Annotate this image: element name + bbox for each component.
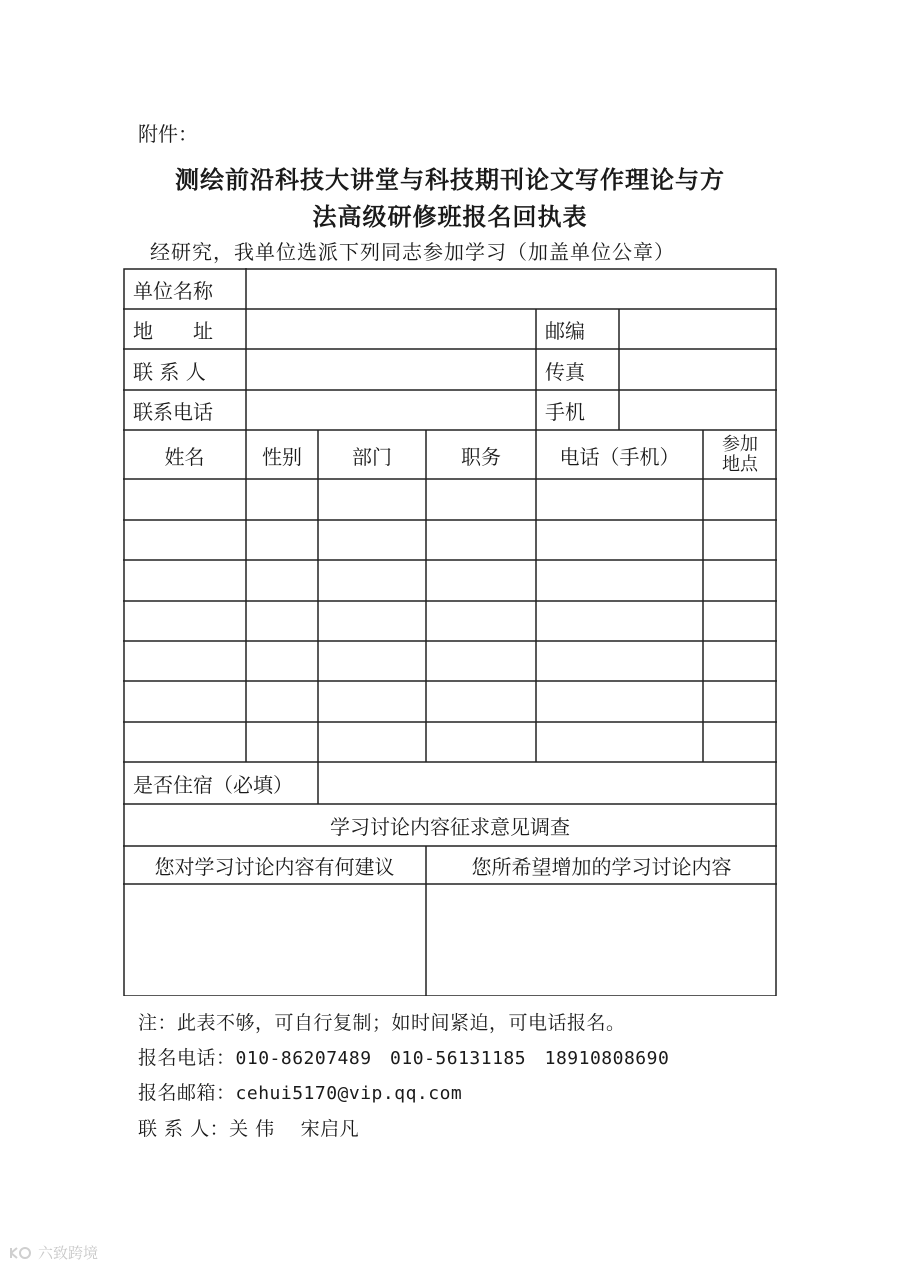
watermark-text: 六致跨境 [38, 1244, 99, 1262]
watermark [8, 1242, 98, 1263]
unit-name-field[interactable] [247, 270, 775, 308]
postcode-field[interactable] [620, 310, 775, 348]
additions-field[interactable] [427, 885, 775, 994]
registration-phone-prefix: 报名电话： [138, 1047, 236, 1069]
header-attend-location [703, 431, 777, 479]
header-name: 姓名 [164, 444, 205, 469]
table-row[interactable] [123, 682, 777, 722]
mobile-label: 手机 [545, 400, 585, 424]
table-row[interactable] [123, 561, 777, 601]
contact-phone-field[interactable] [247, 391, 535, 429]
address-field[interactable] [247, 310, 535, 348]
lodging-label: 是否住宿（必填） [133, 773, 293, 797]
fax-label: 传真 [545, 359, 585, 384]
table-row[interactable] [123, 521, 777, 560]
registration-phone-numbers: 010-86207489 010-56131185 18910808690 [235, 1048, 670, 1069]
registration-email-address: cehui5170@vip.qq.com [235, 1083, 463, 1104]
additions-label: 您所希望增加的学习讨论内容 [471, 855, 732, 879]
unit-name-label: 单位名称 [133, 279, 213, 303]
note-text: 注：此表不够，可自行复制；如时间紧迫，可电话报名。 [138, 1012, 626, 1034]
header-department: 部门 [352, 444, 392, 469]
contact-persons: 联 系 人：关 伟 宋启凡 [138, 1118, 360, 1140]
postcode-label: 邮编 [545, 319, 585, 343]
intro-text: 经研究，我单位选派下列同志参加学习（加盖单位公章） [150, 240, 675, 264]
lodging-field[interactable] [319, 763, 775, 803]
header-location-label: 地点 [722, 454, 758, 475]
contact-person-label: 联 系 人 [133, 359, 206, 384]
table-row[interactable] [123, 602, 777, 641]
registration-form-table [123, 268, 777, 996]
registration-email-line [138, 1078, 462, 1105]
form-title-line-2: 法高级研修班报名回执表 [312, 203, 588, 231]
address-label: 地 址 [133, 319, 213, 343]
table-row[interactable] [123, 723, 777, 762]
registration-email-prefix: 报名邮箱： [138, 1082, 236, 1104]
contact-person-field[interactable] [247, 350, 535, 389]
contact-phone-label: 联系电话 [133, 400, 213, 424]
header-position: 职务 [461, 444, 501, 469]
table-row[interactable] [123, 642, 777, 681]
form-title-line-1: 测绘前沿科技大讲堂与科技期刊论文写作理论与方 [175, 166, 725, 194]
watermark-logo-icon [8, 1244, 34, 1262]
fax-field[interactable] [620, 350, 775, 389]
registration-phone-line [138, 1043, 669, 1070]
survey-title: 学习讨论内容征求意见调查 [330, 815, 570, 839]
header-gender: 性别 [262, 444, 302, 469]
attachment-label: 附件： [138, 122, 198, 146]
suggestions-field[interactable] [125, 885, 425, 994]
header-attend-label: 参加 [722, 434, 758, 455]
suggestions-label: 您对学习讨论内容有何建议 [154, 855, 395, 879]
mobile-field[interactable] [620, 391, 775, 429]
header-phone-mobile: 电话（手机） [559, 444, 680, 469]
table-row[interactable] [123, 480, 777, 520]
